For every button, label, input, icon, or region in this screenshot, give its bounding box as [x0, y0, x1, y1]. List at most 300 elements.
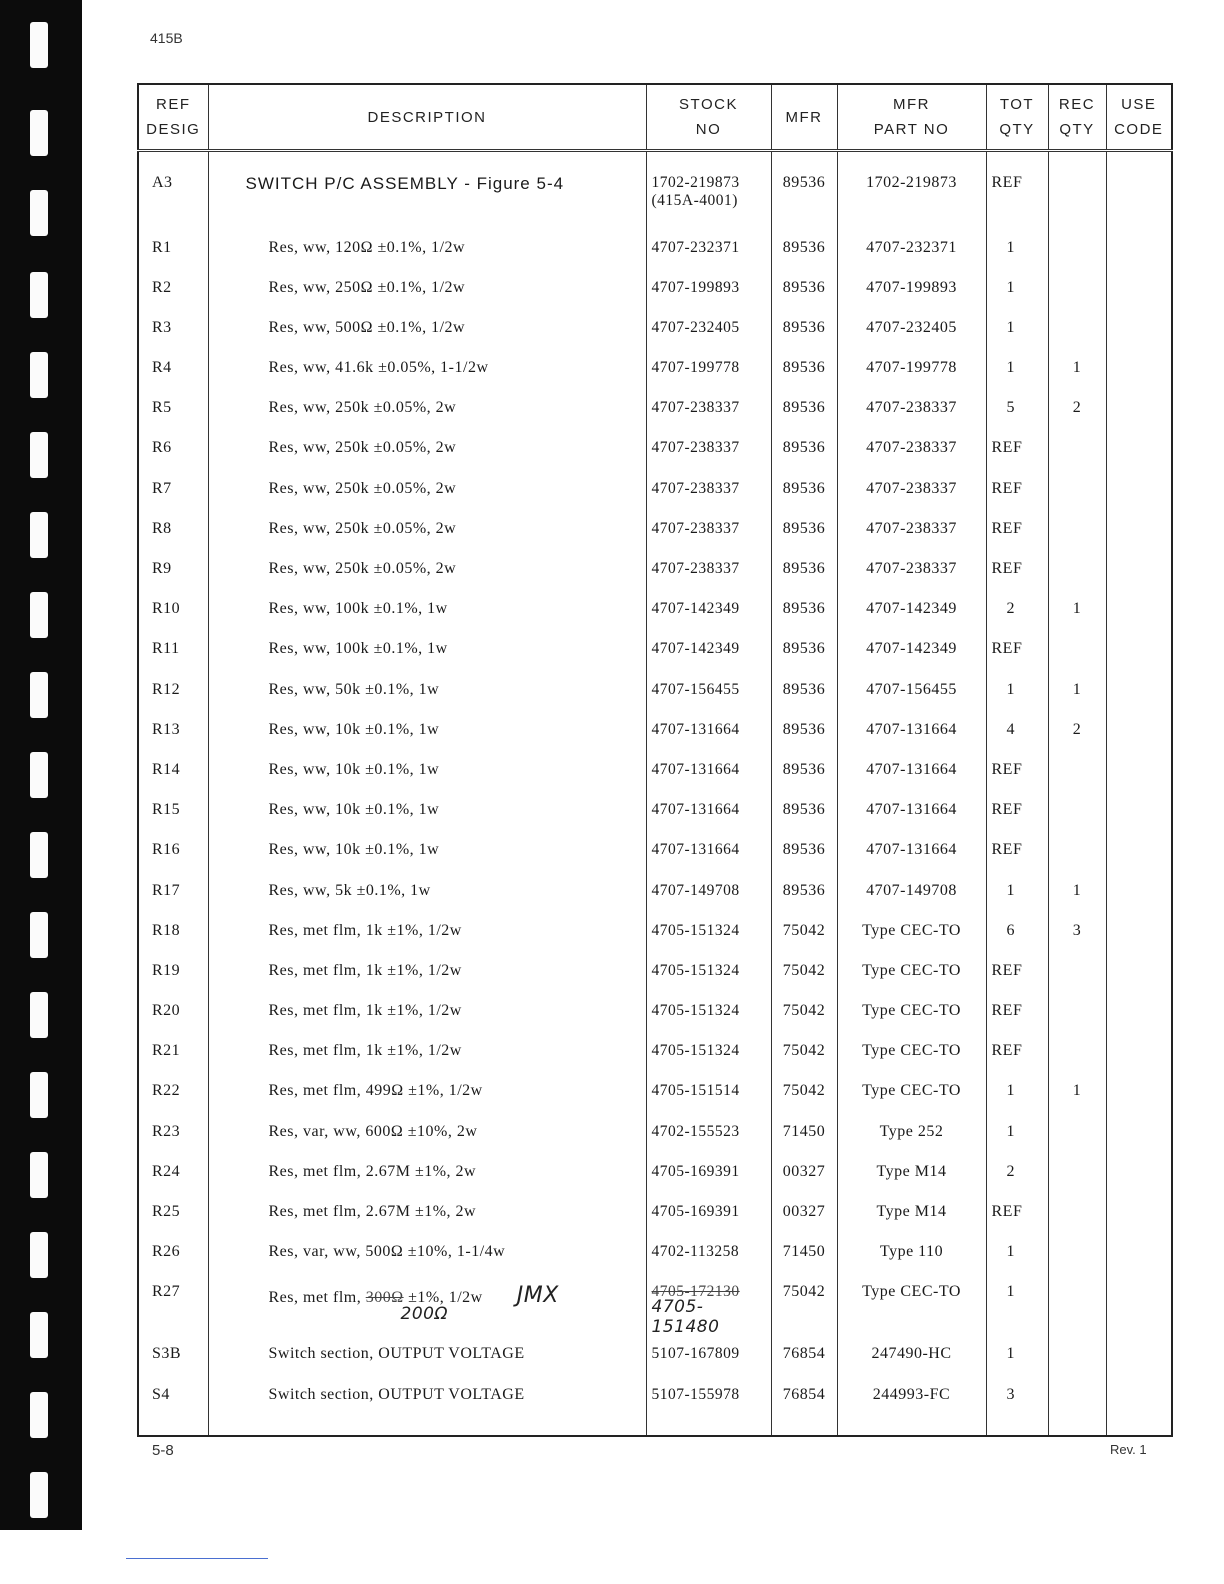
film-perforation: [30, 22, 48, 68]
description: Res, ww, 250k ±0.05%, 2w: [208, 431, 646, 471]
tot-qty: 2: [986, 592, 1048, 632]
description: Switch section, OUTPUT VOLTAGE: [208, 1337, 646, 1377]
header-stock-no: STOCK NO: [646, 84, 771, 151]
mfr-code: 89536: [771, 512, 837, 552]
table-row: [138, 1115, 1172, 1155]
use-code: [1106, 311, 1172, 351]
ref-desig: R6: [138, 431, 208, 471]
rec-qty: [1048, 753, 1106, 793]
use-code: [1106, 753, 1172, 793]
mfr-code: 89536: [771, 231, 837, 271]
mfr-code: 89536: [771, 311, 837, 351]
mfr-code: 75042: [771, 1074, 837, 1114]
rec-qty: [1048, 1034, 1106, 1074]
table-row: [138, 431, 1172, 471]
use-code: [1106, 391, 1172, 431]
tot-qty: 1: [986, 673, 1048, 713]
mfr-code: 89536: [771, 874, 837, 914]
use-code: [1106, 552, 1172, 592]
rec-qty: 1: [1048, 592, 1106, 632]
use-code: [1106, 1074, 1172, 1114]
description: Res, ww, 10k ±0.1%, 1w: [208, 753, 646, 793]
mfr-part-no: 244993-FC: [837, 1378, 986, 1436]
tot-qty: 1: [986, 874, 1048, 914]
handwritten-value: 200Ω: [400, 1304, 448, 1325]
mfr-part-no: Type 252: [837, 1115, 986, 1155]
mfr-code: 75042: [771, 914, 837, 954]
film-perforation: [30, 190, 48, 236]
tot-qty: REF: [986, 753, 1048, 793]
tot-qty: 4: [986, 713, 1048, 753]
mfr-code: 89536: [771, 391, 837, 431]
use-code: [1106, 1337, 1172, 1377]
table-row: [138, 311, 1172, 351]
use-code: [1106, 954, 1172, 994]
film-perforation: [30, 832, 48, 878]
table-row: [138, 874, 1172, 914]
table-row: [138, 472, 1172, 512]
film-perforation: [30, 110, 48, 156]
header-ref-desig: REF DESIG: [138, 84, 208, 151]
stock-no: 4705-169391: [646, 1195, 771, 1235]
table-row: [138, 512, 1172, 552]
description: Res, met flm, 2.67M ±1%, 2w: [208, 1195, 646, 1235]
mfr-code: 89536: [771, 673, 837, 713]
tot-qty: 1: [986, 271, 1048, 311]
mfr-part-no: 4707-142349: [837, 632, 986, 672]
tot-qty: REF: [986, 1195, 1048, 1235]
assembly-row: [138, 151, 1172, 231]
ref-desig: R15: [138, 793, 208, 833]
use-code: [1106, 713, 1172, 753]
mfr-part-no: 4707-238337: [837, 431, 986, 471]
description: Res, var, ww, 500Ω ±10%, 1-1/4w: [208, 1235, 646, 1275]
film-perforation: [30, 272, 48, 318]
rec-qty: 2: [1048, 713, 1106, 753]
rec-qty: [1048, 994, 1106, 1034]
tot-qty: REF: [986, 512, 1048, 552]
tot-qty: REF: [986, 431, 1048, 471]
header-rec-qty: REC QTY: [1048, 84, 1106, 151]
mfr-part-no: 1702-219873: [837, 151, 986, 231]
table-row: [138, 713, 1172, 753]
stock-no: 4707-142349: [646, 592, 771, 632]
description: Res, ww, 41.6k ±0.05%, 1-1/2w: [208, 351, 646, 391]
tot-qty: 1: [986, 231, 1048, 271]
film-perforation: [30, 512, 48, 558]
mfr-code: 89536: [771, 151, 837, 231]
mfr-part-no: Type CEC-TO: [837, 1275, 986, 1337]
tot-qty: REF: [986, 472, 1048, 512]
mfr-code: 89536: [771, 351, 837, 391]
table-row: [138, 673, 1172, 713]
ref-desig: R21: [138, 1034, 208, 1074]
stock-no: 4707-232371: [646, 231, 771, 271]
stock-no: 4705-151324: [646, 1034, 771, 1074]
description: Res, ww, 500Ω ±0.1%, 1/2w: [208, 311, 646, 351]
mfr-code: 89536: [771, 632, 837, 672]
mfr-part-no: 4707-142349: [837, 592, 986, 632]
tot-qty: REF: [986, 793, 1048, 833]
stock-no: 4707-238337: [646, 552, 771, 592]
description-corrected: [208, 1275, 646, 1337]
tot-qty: REF: [986, 954, 1048, 994]
mfr-code: 71450: [771, 1115, 837, 1155]
stock-no-corrected: [646, 1275, 771, 1337]
film-perforation: [30, 1072, 48, 1118]
ref-desig: R12: [138, 673, 208, 713]
tot-qty: 1: [986, 1337, 1048, 1377]
ref-desig: R27: [138, 1275, 208, 1337]
mfr-part-no: Type 110: [837, 1235, 986, 1275]
stock-no: 4707-131664: [646, 713, 771, 753]
parts-list-table: [137, 83, 1173, 1437]
header-tot-qty: TOT QTY: [986, 84, 1048, 151]
use-code: [1106, 1034, 1172, 1074]
rec-qty: 2: [1048, 391, 1106, 431]
mfr-part-no: Type CEC-TO: [837, 954, 986, 994]
stock-no: 4707-238337: [646, 431, 771, 471]
mfr-part-no: 4707-149708: [837, 874, 986, 914]
mfr-code: 89536: [771, 592, 837, 632]
rec-qty: [1048, 1378, 1106, 1436]
use-code: [1106, 1275, 1172, 1337]
use-code: [1106, 271, 1172, 311]
ref-desig: R8: [138, 512, 208, 552]
description: Res, ww, 250k ±0.05%, 2w: [208, 391, 646, 431]
rec-qty: [1048, 552, 1106, 592]
rec-qty: 1: [1048, 874, 1106, 914]
use-code: [1106, 632, 1172, 672]
stock-no: 4707-232405: [646, 311, 771, 351]
use-code: [1106, 1155, 1172, 1195]
tot-qty: REF: [986, 833, 1048, 873]
mfr-part-no: 4707-199778: [837, 351, 986, 391]
mfr-part-no: 4707-131664: [837, 793, 986, 833]
rec-qty: [1048, 472, 1106, 512]
description: Res, met flm, 1k ±1%, 1/2w: [208, 994, 646, 1034]
description: Res, met flm, 1k ±1%, 1/2w: [208, 1034, 646, 1074]
stock-no: 4707-131664: [646, 753, 771, 793]
mfr-part-no: 4707-156455: [837, 673, 986, 713]
film-perforation: [30, 752, 48, 798]
ref-desig: R17: [138, 874, 208, 914]
tot-qty: 1: [986, 1115, 1048, 1155]
use-code: [1106, 1235, 1172, 1275]
table-row: [138, 632, 1172, 672]
tot-qty: REF: [986, 632, 1048, 672]
table-row: [138, 1195, 1172, 1235]
table-row: [138, 271, 1172, 311]
rec-qty: [1048, 1115, 1106, 1155]
ref-desig: R2: [138, 271, 208, 311]
tot-qty: REF: [986, 552, 1048, 592]
mfr-part-no: Type CEC-TO: [837, 914, 986, 954]
stock-no: 4705-151324: [646, 994, 771, 1034]
mfr-part-no: 4707-238337: [837, 472, 986, 512]
film-perforation: [30, 352, 48, 398]
description: Res, ww, 250k ±0.05%, 2w: [208, 552, 646, 592]
ref-desig: R24: [138, 1155, 208, 1195]
rec-qty: 1: [1048, 351, 1106, 391]
mfr-part-no: Type CEC-TO: [837, 1034, 986, 1074]
description: Res, ww, 100k ±0.1%, 1w: [208, 632, 646, 672]
tot-qty: 3: [986, 1378, 1048, 1436]
assembly-title: SWITCH P/C ASSEMBLY - Figure 5-4: [208, 151, 646, 231]
table-row: [138, 1337, 1172, 1377]
use-code: [1106, 151, 1172, 231]
tot-qty: REF: [986, 151, 1048, 231]
table-row: [138, 793, 1172, 833]
stock-no: 4705-151324: [646, 954, 771, 994]
ref-desig: R9: [138, 552, 208, 592]
ref-desig: S4: [138, 1378, 208, 1436]
stock-no: 1702-219873 (415A-4001): [646, 151, 771, 231]
stock-no: 4707-238337: [646, 472, 771, 512]
table-row: [138, 592, 1172, 632]
mfr-part-no: 4707-238337: [837, 391, 986, 431]
ref-desig: R13: [138, 713, 208, 753]
rec-qty: [1048, 833, 1106, 873]
table-row: [138, 833, 1172, 873]
rec-qty: [1048, 632, 1106, 672]
ref-desig: R14: [138, 753, 208, 793]
film-perforation: [30, 1472, 48, 1518]
use-code: [1106, 592, 1172, 632]
mfr-part-no: 4707-232371: [837, 231, 986, 271]
ref-desig: A3: [138, 151, 208, 231]
tot-qty: REF: [986, 994, 1048, 1034]
mfr-code: 89536: [771, 552, 837, 592]
description: Res, met flm, 1k ±1%, 1/2w: [208, 954, 646, 994]
page-number: 5-8: [152, 1442, 174, 1459]
ref-desig: R19: [138, 954, 208, 994]
use-code: [1106, 914, 1172, 954]
stock-no: 4707-142349: [646, 632, 771, 672]
tot-qty: 1: [986, 311, 1048, 351]
description: Res, ww, 250k ±0.05%, 2w: [208, 512, 646, 552]
ref-desig: S3B: [138, 1337, 208, 1377]
use-code: [1106, 833, 1172, 873]
tot-qty: 6: [986, 914, 1048, 954]
ref-desig: R23: [138, 1115, 208, 1155]
use-code: [1106, 512, 1172, 552]
description: Res, ww, 120Ω ±0.1%, 1/2w: [208, 231, 646, 271]
header-description: DESCRIPTION: [208, 84, 646, 151]
stock-no: 5107-167809: [646, 1337, 771, 1377]
description: Res, ww, 50k ±0.1%, 1w: [208, 673, 646, 713]
tot-qty: 2: [986, 1155, 1048, 1195]
table-row: [138, 994, 1172, 1034]
description: Res, ww, 10k ±0.1%, 1w: [208, 713, 646, 753]
handwritten-stock-no: 4705-151480: [651, 1297, 720, 1338]
film-strip-border: [0, 0, 82, 1530]
mfr-code: 75042: [771, 994, 837, 1034]
revision-label: Rev. 1: [1110, 1442, 1147, 1457]
stock-no: 4707-156455: [646, 673, 771, 713]
description: Res, ww, 5k ±0.1%, 1w: [208, 874, 646, 914]
film-perforation: [30, 1152, 48, 1198]
description: Switch section, OUTPUT VOLTAGE: [208, 1378, 646, 1436]
use-code: [1106, 874, 1172, 914]
mfr-part-no: 4707-238337: [837, 552, 986, 592]
rec-qty: [1048, 271, 1106, 311]
rec-qty: [1048, 151, 1106, 231]
film-perforation: [30, 672, 48, 718]
use-code: [1106, 351, 1172, 391]
mfr-code: 75042: [771, 1275, 837, 1337]
film-perforation: [30, 992, 48, 1038]
header-use-code: USE CODE: [1106, 84, 1172, 151]
mfr-part-no: 4707-131664: [837, 753, 986, 793]
table-header-row: [138, 84, 1172, 151]
description: Res, met flm, 499Ω ±1%, 1/2w: [208, 1074, 646, 1114]
tot-qty: REF: [986, 1034, 1048, 1074]
stock-no: 5107-155978: [646, 1378, 771, 1436]
mfr-part-no: 247490-HC: [837, 1337, 986, 1377]
rec-qty: [1048, 1275, 1106, 1337]
desc-prefix: Res, met flm,: [268, 1289, 362, 1307]
ref-desig: R20: [138, 994, 208, 1034]
mfr-code: 75042: [771, 954, 837, 994]
mfr-part-no: Type CEC-TO: [837, 1074, 986, 1114]
stock-no: 4702-113258: [646, 1235, 771, 1275]
rec-qty: 1: [1048, 673, 1106, 713]
table-row: [138, 1378, 1172, 1436]
table-row: [138, 231, 1172, 271]
handwritten-initials: JMX: [516, 1283, 559, 1309]
mfr-code: 89536: [771, 271, 837, 311]
rec-qty: [1048, 1235, 1106, 1275]
film-perforation: [30, 1392, 48, 1438]
rec-qty: [1048, 954, 1106, 994]
tot-qty: 1: [986, 1235, 1048, 1275]
mfr-code: 89536: [771, 793, 837, 833]
use-code: [1106, 1195, 1172, 1235]
stock-no: 4707-199893: [646, 271, 771, 311]
rec-qty: [1048, 1337, 1106, 1377]
film-perforation: [30, 1232, 48, 1278]
header-mfr-part-no: MFR PART NO: [837, 84, 986, 151]
mfr-code: 89536: [771, 431, 837, 471]
ref-desig: R11: [138, 632, 208, 672]
struck-stock-no: 4705-172130: [651, 1283, 740, 1301]
tot-qty: 1: [986, 1275, 1048, 1337]
table-row: [138, 1034, 1172, 1074]
scan-edge-line: [126, 1558, 268, 1559]
use-code: [1106, 994, 1172, 1034]
mfr-part-no: Type CEC-TO: [837, 994, 986, 1034]
film-perforation: [30, 432, 48, 478]
mfr-part-no: 4707-199893: [837, 271, 986, 311]
description: Res, var, ww, 600Ω ±10%, 2w: [208, 1115, 646, 1155]
stock-no: 4707-131664: [646, 833, 771, 873]
mfr-code: 71450: [771, 1235, 837, 1275]
stock-no: 4707-131664: [646, 793, 771, 833]
table-row: [138, 1155, 1172, 1195]
description: Res, ww, 100k ±0.1%, 1w: [208, 592, 646, 632]
use-code: [1106, 231, 1172, 271]
table-row: [138, 1235, 1172, 1275]
ref-desig: R7: [138, 472, 208, 512]
mfr-code: 89536: [771, 753, 837, 793]
description: Res, ww, 10k ±0.1%, 1w: [208, 833, 646, 873]
mfr-code: 00327: [771, 1155, 837, 1195]
mfr-code: 89536: [771, 713, 837, 753]
film-perforation: [30, 592, 48, 638]
rec-qty: [1048, 1155, 1106, 1195]
tot-qty: 1: [986, 1074, 1048, 1114]
rec-qty: [1048, 793, 1106, 833]
rec-qty: [1048, 1195, 1106, 1235]
description: Res, ww, 10k ±0.1%, 1w: [208, 793, 646, 833]
stock-no: 4705-151324: [646, 914, 771, 954]
ref-desig: R18: [138, 914, 208, 954]
table-row: [138, 954, 1172, 994]
table-row: [138, 753, 1172, 793]
use-code: [1106, 1378, 1172, 1436]
use-code: [1106, 673, 1172, 713]
mfr-code: 89536: [771, 472, 837, 512]
stock-no: 4702-155523: [646, 1115, 771, 1155]
ref-desig: R22: [138, 1074, 208, 1114]
rec-qty: 1: [1048, 1074, 1106, 1114]
ref-desig: R10: [138, 592, 208, 632]
use-code: [1106, 793, 1172, 833]
mfr-code: 89536: [771, 833, 837, 873]
film-perforation: [30, 912, 48, 958]
stock-no: 4707-149708: [646, 874, 771, 914]
ref-desig: R1: [138, 231, 208, 271]
mfr-code: 76854: [771, 1378, 837, 1436]
rec-qty: [1048, 311, 1106, 351]
stock-no: 4707-238337: [646, 512, 771, 552]
struck-value: 300Ω: [365, 1289, 404, 1307]
description: Res, ww, 250Ω ±0.1%, 1/2w: [208, 271, 646, 311]
table-row: [138, 914, 1172, 954]
table-row: [138, 391, 1172, 431]
stock-no: 4707-199778: [646, 351, 771, 391]
table-row-r27: [138, 1275, 1172, 1337]
document-id: 415B: [150, 30, 183, 46]
stock-no: 4705-169391: [646, 1155, 771, 1195]
mfr-code: 75042: [771, 1034, 837, 1074]
film-perforation: [30, 1312, 48, 1358]
mfr-part-no: 4707-238337: [837, 512, 986, 552]
ref-desig: R5: [138, 391, 208, 431]
stock-no: 4705-151514: [646, 1074, 771, 1114]
description: Res, ww, 250k ±0.05%, 2w: [208, 472, 646, 512]
mfr-part-no: 4707-131664: [837, 713, 986, 753]
stock-no: 4707-238337: [646, 391, 771, 431]
mfr-code: 00327: [771, 1195, 837, 1235]
description: Res, met flm, 2.67M ±1%, 2w: [208, 1155, 646, 1195]
mfr-part-no: 4707-131664: [837, 833, 986, 873]
tot-qty: 5: [986, 391, 1048, 431]
ref-desig: R26: [138, 1235, 208, 1275]
tot-qty: 1: [986, 351, 1048, 391]
rec-qty: [1048, 431, 1106, 471]
mfr-part-no: 4707-232405: [837, 311, 986, 351]
use-code: [1106, 1115, 1172, 1155]
ref-desig: R16: [138, 833, 208, 873]
table-row: [138, 351, 1172, 391]
ref-desig: R3: [138, 311, 208, 351]
mfr-part-no: Type M14: [837, 1195, 986, 1235]
table-row: [138, 1074, 1172, 1114]
desc-suffix: ±1%, 1/2w: [408, 1289, 483, 1307]
use-code: [1106, 431, 1172, 471]
